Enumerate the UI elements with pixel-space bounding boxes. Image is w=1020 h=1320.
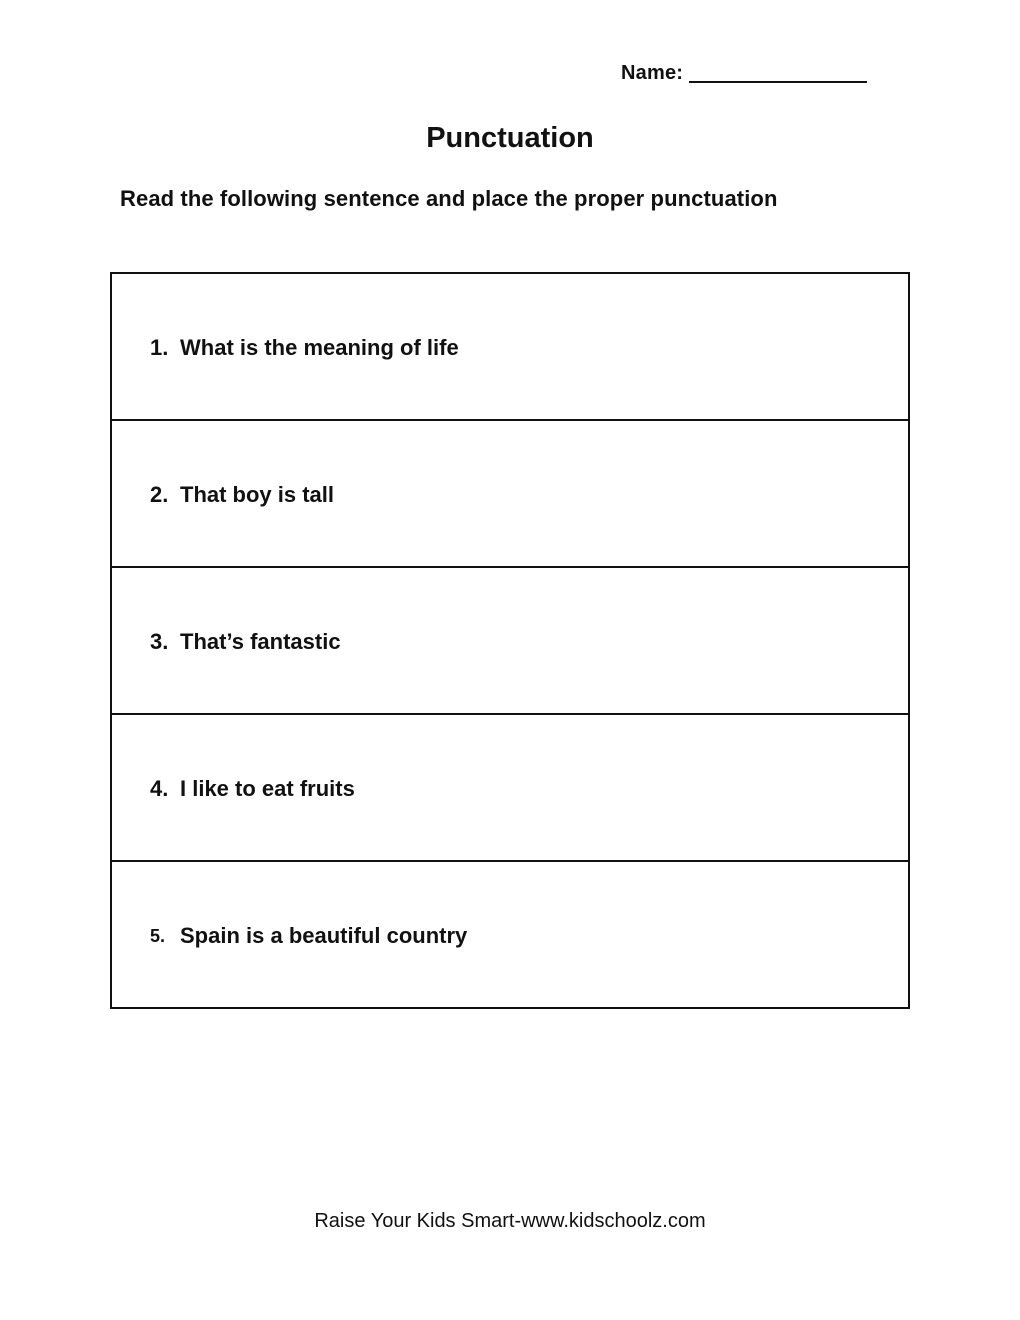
question-row	[112, 715, 908, 862]
name-field[interactable]	[621, 62, 867, 85]
question-row	[112, 274, 908, 421]
question-text: I like to eat fruits	[180, 776, 355, 801]
question-number: 1.	[150, 335, 169, 360]
question-text: What is the meaning of life	[180, 335, 459, 360]
question-number: 2.	[150, 482, 169, 507]
instructions-text: Read the following sentence and place the proper punctuation	[120, 186, 778, 211]
name-blank-line[interactable]	[689, 61, 867, 83]
question-row	[112, 862, 908, 1009]
name-label: Name:	[621, 62, 684, 84]
question-table	[110, 272, 910, 1009]
question-row	[112, 421, 908, 568]
question-number: 3.	[150, 629, 169, 654]
question-number: 4.	[150, 776, 169, 801]
question-text: That’s fantastic	[180, 629, 341, 654]
page-title: Punctuation	[426, 122, 594, 154]
question-text: That boy is tall	[180, 482, 335, 507]
footer-text: Raise Your Kids Smart-www.kidschoolz.com	[314, 1210, 706, 1232]
question-row	[112, 568, 908, 715]
question-text: Spain is a beautiful country	[180, 923, 468, 948]
question-number: 5.	[150, 926, 166, 946]
